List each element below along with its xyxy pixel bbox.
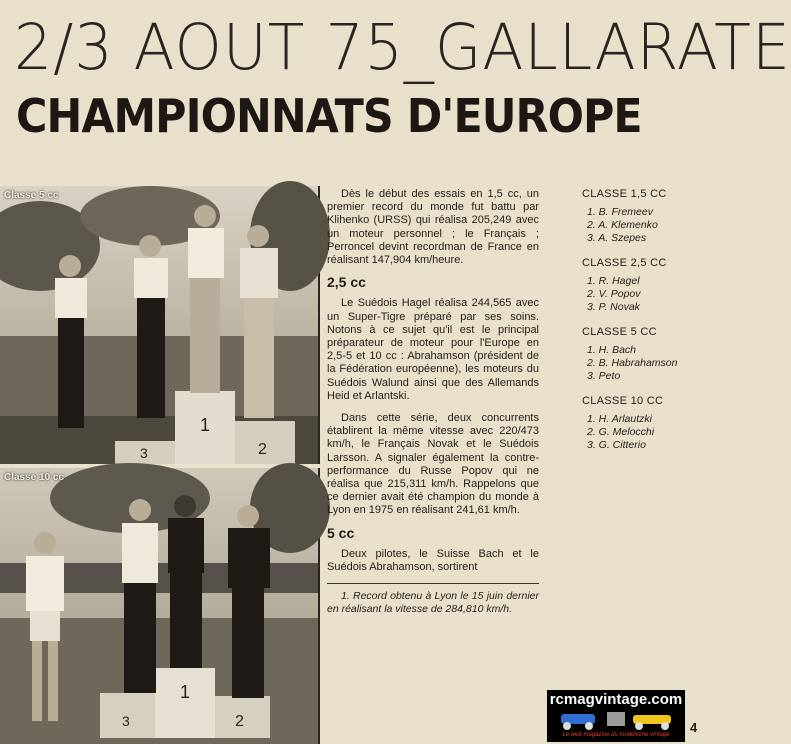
svg-text:2: 2: [235, 713, 244, 730]
svg-text:1: 1: [180, 682, 191, 702]
svg-text:2: 2: [258, 441, 267, 458]
headline-championship: CHAMPIONNATS D'EUROPE: [16, 89, 642, 143]
article-body: [327, 188, 539, 624]
results-entry: 2. A. Klemenko: [587, 219, 658, 231]
results-entry: 3. Peto: [587, 370, 621, 382]
section-5cc-paragraph-1: Deux pilotes, le Suisse Bach et le Suédois Abrahamson, sortirent: [327, 547, 539, 574]
photo-caption-10cc: Classe 10 cc: [4, 472, 65, 483]
results-entry: 2. G. Melocchi: [587, 426, 655, 438]
results-entry: 1. R. Hagel: [587, 275, 640, 287]
results-entry: 1. H. Arlautzki: [587, 413, 652, 425]
results-class-2-5cc: [582, 257, 694, 314]
headline-date-location: 2/3 AOUT 75_GALLARATE: [14, 11, 791, 85]
results-class-1-5cc: [582, 188, 694, 245]
logo-tagline: Le web magazine du modélisme vintage: [562, 732, 670, 738]
results-class-title: CLASSE 2,5 CC: [582, 257, 667, 269]
page-number: 4: [690, 720, 698, 735]
results-class-title: CLASSE 1,5 CC: [582, 188, 667, 200]
results-entry: 3. P. Novak: [587, 301, 640, 313]
results-entry: 2. V. Popov: [587, 288, 641, 300]
photo-podium-5cc: [0, 186, 320, 464]
results-class-title: CLASSE 5 CC: [582, 326, 657, 338]
results-entry: 1. B. Fremeev: [587, 206, 653, 218]
svg-text:1: 1: [200, 415, 211, 435]
article-intro: Dès le début des essais en 1,5 cc, un premier record du monde fut battu par Klihenko (URSS) qui réalisa 205,249 avec un moteur personnel ; le Français ; Perroncel devint recordman de France en réalisant 147,904 km/heure.: [327, 188, 539, 267]
results-entry: 1. H. Bach: [587, 344, 637, 356]
site-logo[interactable]: [547, 690, 685, 742]
footnote: 1. Record obtenu à Lyon le 15 juin dernier en réalisant la vitesse de 284,810 km/h.: [327, 590, 539, 615]
section-2-5cc-paragraph-2: Dans cette série, deux concurrents établirent la même vitesse avec 220/473 km/h, le Français Novak et le Suédois Larsson. A signaler également la contre-performance du Russe Popov qui ne réalisa que 215,311 km/h. Rappelons que ce dernier avait été champion du monde à Lyon en 1975 en réalisant 241,61 km/h.: [327, 412, 539, 517]
section-2-5cc-paragraph-1: Le Suédois Hagel réalisa 244,565 avec un Super-Tigre préparé par ses soins. Notons à ce sujet qu'il est le principal préparateur de moteur pour l'Europe en 2,5-5 et 10 cc : Abrahamson (président de la Fédération européenne), les moteurs du Suédois Walund ainsi que des Allemands Heid et Arlantski.: [327, 297, 539, 402]
results-entry: 3. A. Szepes: [587, 232, 647, 244]
results-sidebar: [582, 188, 694, 464]
photo-caption-5cc: Classe 5 cc: [4, 190, 59, 201]
footnote-divider: [327, 583, 539, 584]
results-entry: 2. B. Habrahamson: [587, 357, 678, 369]
logo-title: rcmagvintage.com: [549, 691, 683, 708]
section-title-5cc: 5 cc: [327, 524, 355, 541]
section-title-2-5cc: 2,5 cc: [327, 274, 366, 291]
results-class-title: CLASSE 10 CC: [582, 395, 664, 407]
results-class-10cc: [582, 395, 694, 452]
photo-podium-10cc: [0, 468, 320, 744]
results-entry: 3. G. Citterio: [587, 439, 646, 451]
svg-text:3: 3: [122, 713, 130, 729]
svg-text:3: 3: [140, 445, 148, 461]
results-class-5cc: [582, 326, 694, 383]
